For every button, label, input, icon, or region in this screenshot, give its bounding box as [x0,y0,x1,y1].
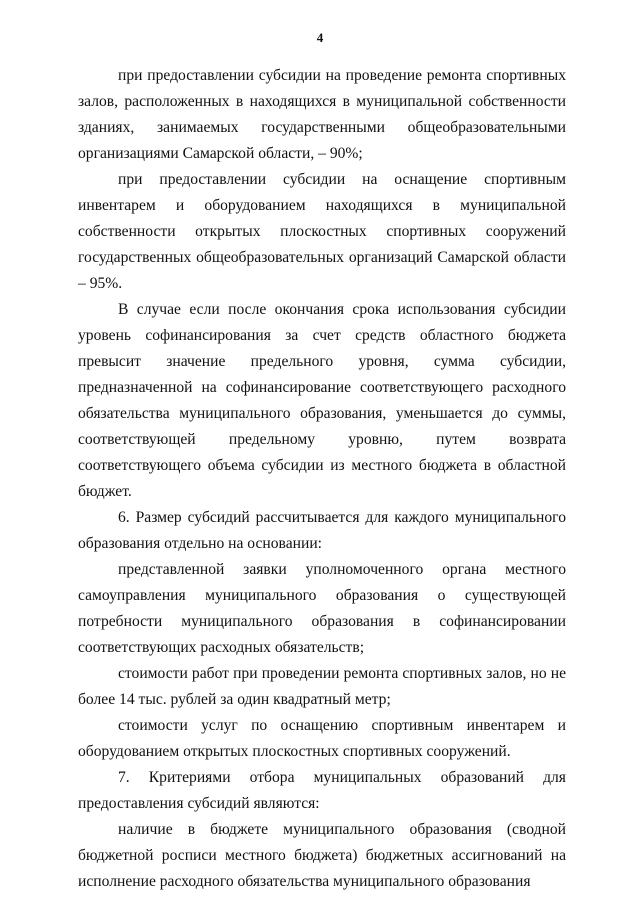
document-body [78,63,566,895]
paragraph-excess-refund: В случае если после окончания срока использования субсидии уровень софинансирования за счет средств областного бюджета превысит значение предельного уровня, сумма субсидии, предназначенной на софинансирование соответствующего расходного обязательства муниципального образования, уменьшается до суммы, соответствующей предельному уровню, путем возврата соответствующего объема субсидии из местного бюджета в областной бюджет. [78,301,566,500]
paragraph-repair-subsidy-rate: при предоставлении субсидии на проведение ремонта спортивных залов, расположенных в находящихся в муниципальной собственности зданиях, занимаемых государственными общеобразовательными организациями Самарской области, – 90%; [78,67,566,162]
paragraph-equipment-subsidy-rate: при предоставлении субсидии на оснащение спортивным инвентарем и оборудованием находящихся в муниципальной собственности открытых плоскостных спортивных сооружений государственных общеобразовательных организаций Самарской области – 95%. [78,171,566,292]
paragraph-item-6: 6. Размер субсидий рассчитывается для каждого муниципального образования отдельно на основании: [78,509,566,552]
paragraph-item-7: 7. Критериями отбора муниципальных образований для предоставления субсидий являются: [78,769,566,812]
paragraph-application-basis: представленной заявки уполномоченного органа местного самоуправления муниципального образования о существующей потребности муниципального образования в софинансировании соответствующих расходных обязательств; [78,561,566,656]
paragraph-budget-allocations: наличие в бюджете муниципального образования (сводной бюджетной росписи местного бюджета) бюджетных ассигнований на исполнение расходного обязательства муниципального образования [78,821,566,890]
page-number: 4 [316,30,324,45]
paragraph-equipment-cost: стоимости услуг по оснащению спортивным инвентарем и оборудованием открытых плоскостных спортивных сооружений. [78,717,566,760]
paragraph-repair-cost: стоимости работ при проведении ремонта спортивных залов, но не более 14 тыс. рублей за один квадратный метр; [78,665,566,708]
